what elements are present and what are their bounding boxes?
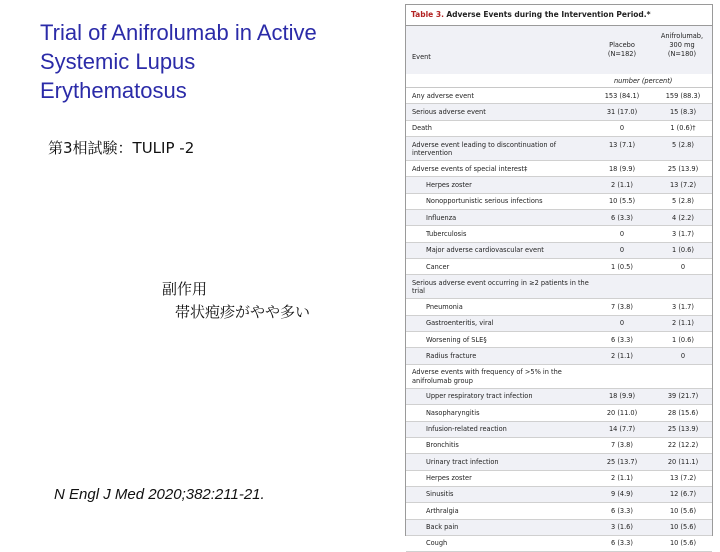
placebo-value: 2 (1.1)	[611, 474, 633, 483]
anifrolumab-value: 12 (6.7)	[669, 490, 697, 499]
placebo-value: 7 (3.8)	[611, 441, 633, 450]
table-row	[406, 137, 712, 161]
event-name: Nonopportunistic serious infections	[426, 197, 543, 206]
adverse-events-table	[405, 4, 713, 548]
placebo-value: 6 (3.3)	[611, 213, 633, 222]
event-name: Bronchitis	[426, 441, 459, 450]
anifrolumab-value: 5 (2.8)	[672, 197, 694, 206]
placebo-value: 13 (7.1)	[608, 140, 636, 149]
placebo-value: 6 (3.3)	[611, 539, 633, 548]
anifrolumab-value: 10 (5.6)	[669, 539, 697, 548]
units-label: number (percent)	[614, 77, 673, 85]
placebo-value: 2 (1.1)	[611, 180, 633, 189]
column-header-placebo: Placebo (N=182)	[607, 41, 637, 58]
event-name: Influenza	[426, 213, 457, 222]
table-row	[406, 365, 712, 389]
placebo-value: 0	[619, 229, 625, 238]
event-name: Infusion-related reaction	[426, 425, 507, 433]
placebo-value: 14 (7.7)	[608, 425, 636, 433]
table-row	[406, 210, 712, 226]
placebo-value: 7 (3.8)	[611, 302, 633, 311]
placebo-value: 1 (0.5)	[611, 262, 633, 271]
table-row	[406, 536, 712, 552]
anifrolumab-value: 5 (2.8)	[672, 140, 694, 149]
event-name: Herpes zoster	[426, 180, 472, 189]
placebo-value: 20 (11.0)	[606, 408, 638, 417]
placebo-value: 153 (84.1)	[604, 91, 640, 100]
column-header-event: Event	[412, 53, 431, 61]
anifrolumab-value: 10 (5.6)	[669, 506, 697, 515]
anifrolumab-value: 2 (1.1)	[672, 319, 694, 328]
table-row	[406, 405, 712, 421]
trial-subtitle: 第3相試験：TULIP -2	[48, 139, 195, 157]
placebo-value: 6 (3.3)	[611, 506, 633, 515]
table-row	[406, 299, 712, 315]
anifrolumab-value: 3 (1.7)	[672, 302, 694, 311]
event-name: Any adverse event	[412, 91, 474, 100]
placebo-value: 9 (4.9)	[611, 490, 633, 499]
placebo-value: 18 (9.9)	[608, 164, 636, 173]
anifrolumab-value: 28 (15.6)	[667, 408, 699, 417]
placebo-value: 3 (1.6)	[611, 523, 633, 532]
table-header	[406, 26, 712, 74]
anifrolumab-value: 0	[680, 351, 686, 360]
placebo-value: 0	[619, 124, 625, 133]
table-row	[406, 348, 712, 364]
anifrolumab-value: 1 (0.6)	[672, 246, 694, 255]
anifrolumab-value: 0	[680, 262, 686, 271]
table-row	[406, 259, 712, 275]
anifrolumab-value: 39 (21.7)	[667, 392, 699, 401]
anifrolumab-value: 3 (1.7)	[672, 229, 694, 238]
anifrolumab-value: 1 (0.6)†	[670, 124, 696, 133]
table-row	[406, 121, 712, 137]
event-name: Back pain	[426, 523, 459, 532]
event-name: Major adverse cardiovascular event	[426, 246, 544, 255]
table-row	[406, 471, 712, 487]
event-name: Serious adverse event occurring in ≥2 patients in the trial	[412, 278, 589, 296]
anifrolumab-value: 20 (11.1)	[667, 457, 699, 466]
event-name: Upper respiratory tract infection	[426, 392, 533, 401]
event-name: Pneumonia	[426, 302, 463, 311]
anifrolumab-value: 10 (5.6)	[669, 523, 697, 532]
placebo-value: 0	[619, 246, 625, 255]
event-name: Adverse events with frequency of >5% in the anifrolumab group	[412, 368, 562, 385]
event-name: Radius fracture	[426, 351, 477, 360]
table-row	[406, 316, 712, 332]
event-name: Death	[412, 124, 432, 133]
anifrolumab-value: 1 (0.6)	[672, 335, 694, 344]
table-title: Adverse Events during the Intervention Period.*	[446, 10, 651, 19]
table-row	[406, 161, 712, 177]
event-name: Herpes zoster	[426, 474, 472, 483]
table-body	[406, 88, 712, 552]
table-row	[406, 487, 712, 503]
table-row	[406, 194, 712, 210]
table-row	[406, 104, 712, 120]
event-name: Tuberculosis	[426, 229, 467, 238]
table-caption	[406, 5, 712, 26]
note-herpes-zoster-comment: 帯状疱疹がやや多い	[175, 303, 311, 321]
anifrolumab-value: 13 (7.2)	[669, 474, 697, 483]
table-row	[406, 520, 712, 536]
anifrolumab-value: 13 (7.2)	[669, 180, 697, 189]
citation: N Engl J Med 2020;382:211-21.	[54, 486, 265, 503]
event-name: Nasopharyngitis	[426, 408, 480, 417]
placebo-value: 2 (1.1)	[611, 351, 633, 360]
slide-title: Trial of Anifrolumab in Active Systemic Lupus Erythematosus	[40, 20, 317, 103]
anifrolumab-value: 25 (13.9)	[667, 425, 699, 433]
table-row	[406, 243, 712, 259]
anifrolumab-value: 15 (8.3)	[669, 107, 697, 116]
event-name: Gastroenteritis, viral	[426, 319, 494, 328]
placebo-value: 25 (13.7)	[606, 457, 638, 466]
placebo-value: 31 (17.0)	[606, 107, 638, 116]
event-name: Serious adverse event	[412, 107, 486, 116]
event-name: Adverse events of special interest‡	[412, 164, 528, 173]
anifrolumab-value: 159 (88.3)	[665, 91, 701, 100]
event-name: Urinary tract infection	[426, 457, 499, 466]
table-row	[406, 438, 712, 454]
table-row	[406, 422, 712, 438]
placebo-value: 0	[619, 319, 625, 328]
event-name: Cough	[426, 539, 448, 548]
placebo-value: 10 (5.5)	[608, 197, 636, 206]
table-number: Table 3.	[411, 10, 444, 19]
table-row	[406, 275, 712, 299]
anifrolumab-value: 22 (12.2)	[667, 441, 699, 450]
event-name: Cancer	[426, 262, 450, 271]
table-row	[406, 454, 712, 470]
table-row	[406, 332, 712, 348]
table-row	[406, 226, 712, 242]
event-name: Adverse event leading to discontinuation of intervention	[412, 140, 557, 158]
units-row	[406, 74, 712, 88]
placebo-value: 18 (9.9)	[608, 392, 636, 401]
table-row	[406, 503, 712, 519]
note-side-effects-heading: 副作用	[162, 280, 208, 298]
anifrolumab-value: 25 (13.9)	[667, 164, 699, 173]
column-header-anifrolumab: Anifrolumab, 300 mg (N=180)	[660, 32, 704, 58]
table-row	[406, 389, 712, 405]
event-name: Sinusitis	[426, 490, 454, 499]
placebo-value: 6 (3.3)	[611, 335, 633, 344]
event-name: Worsening of SLE§	[426, 335, 487, 344]
event-name: Arthralgia	[426, 506, 459, 515]
anifrolumab-value: 4 (2.2)	[672, 213, 694, 222]
table-row	[406, 88, 712, 104]
table-row	[406, 177, 712, 193]
